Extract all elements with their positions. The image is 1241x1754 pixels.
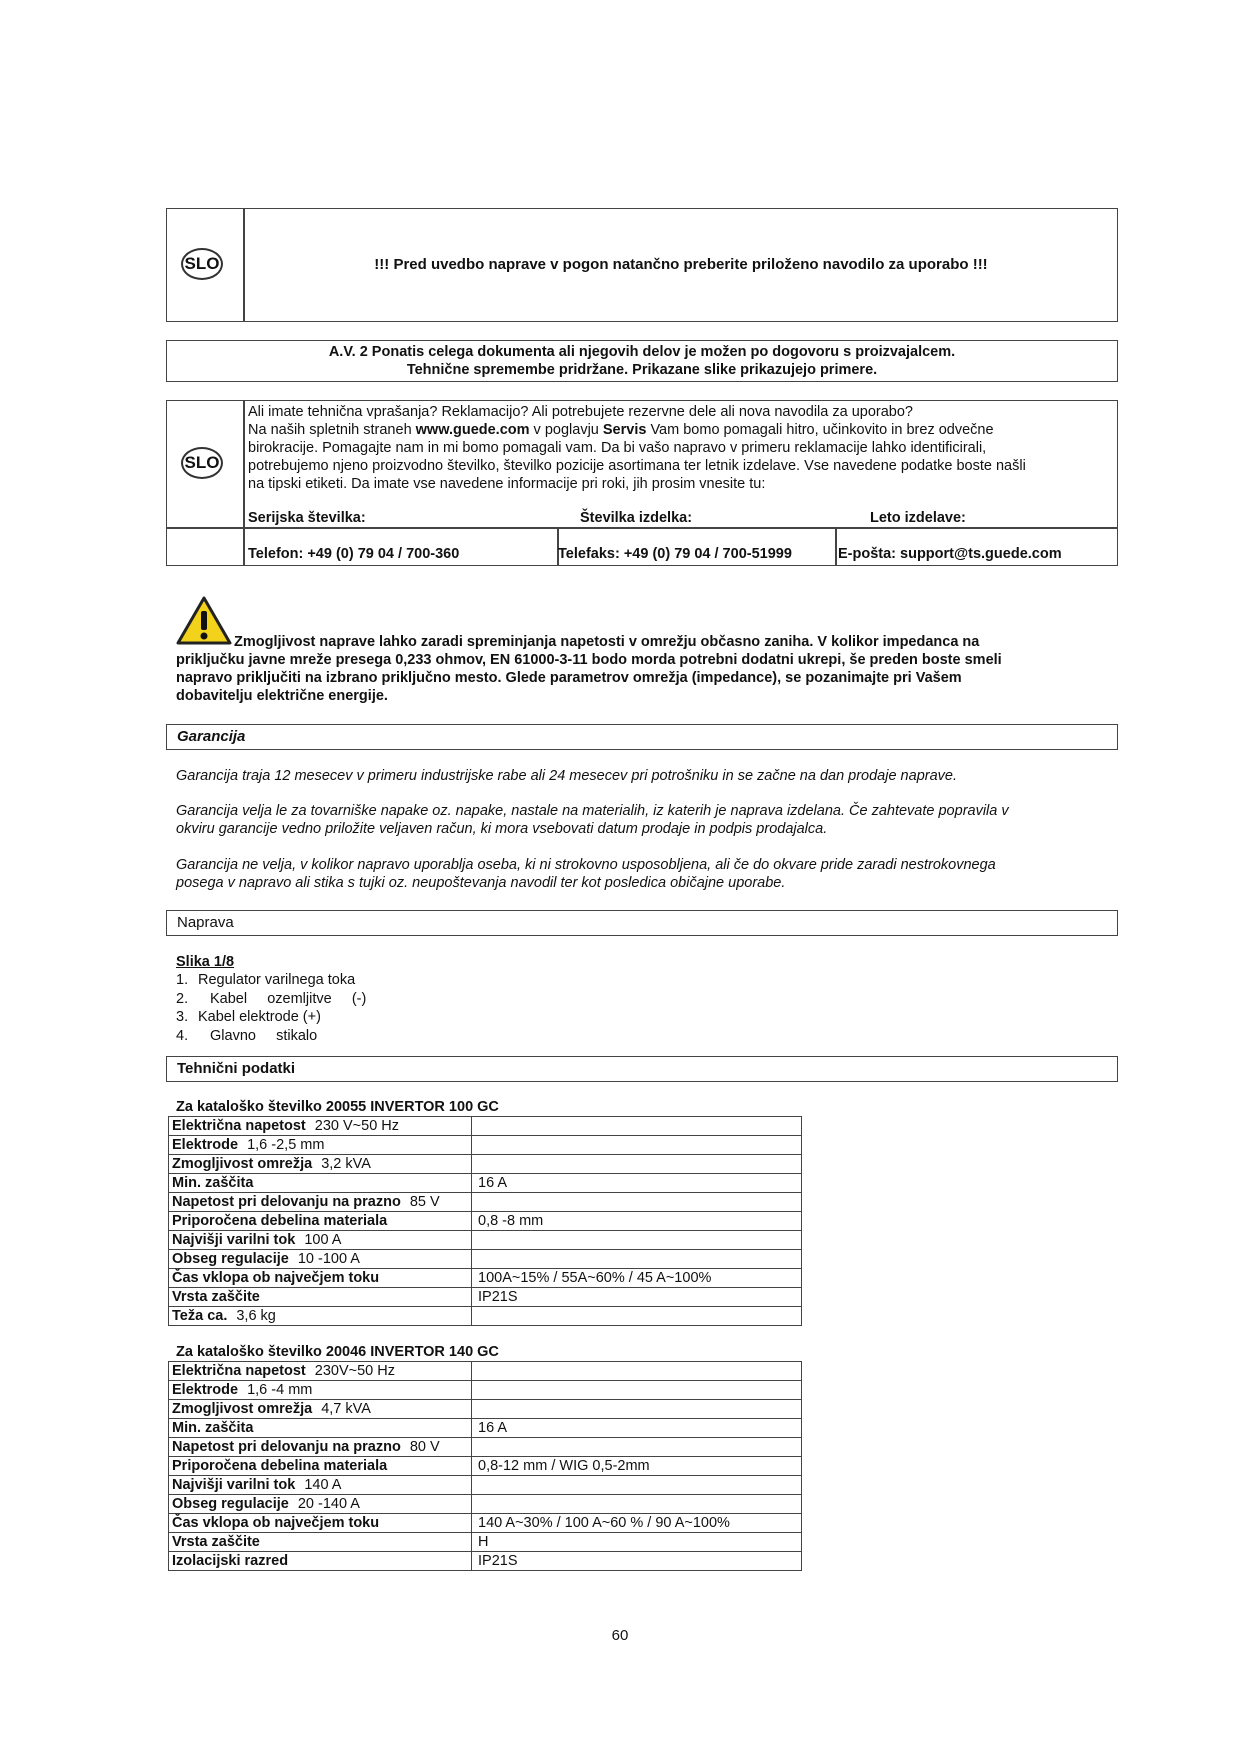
spec-label-cell — [169, 1457, 472, 1476]
copyright-line-1: A.V. 2 Ponatis celega dokumenta ali njegovih delov je možen po dogovoru s proizvajalcem. — [328, 344, 956, 360]
list-item-text: Glavno stikalo — [210, 1028, 318, 1044]
email-contact[interactable]: E-pošta: support@ts.guede.com — [838, 546, 1062, 562]
spec-label: Čas vklopa ob največjem toku — [172, 1514, 380, 1531]
list-item-text: Regulator varilnega toka — [198, 972, 356, 988]
list-item-text: Kabel elektrode (+) — [198, 1009, 321, 1025]
table-row — [169, 1533, 802, 1552]
spec-inline-value: 80 V — [409, 1438, 440, 1455]
table-row — [169, 1193, 802, 1212]
spec-value-cell: 0,8 -8 mm — [472, 1212, 802, 1231]
table-row — [169, 1174, 802, 1193]
spec-label: Vrsta zaščite — [172, 1288, 260, 1305]
table-row — [169, 1212, 802, 1231]
spec-label-cell — [169, 1514, 472, 1533]
table-row — [169, 1438, 802, 1457]
spec-inline-value: 1,6 -2,5 mm — [247, 1136, 325, 1153]
spec-label: Električna napetost — [172, 1117, 306, 1134]
table-row — [169, 1250, 802, 1269]
spec-label: Električna napetost — [172, 1362, 306, 1379]
spec-label-cell — [169, 1381, 472, 1400]
spec-label-cell — [169, 1231, 472, 1250]
spec-value-cell — [472, 1438, 802, 1457]
spec-value-cell: 140 A~30% / 100 A~60 % / 90 A~100% — [472, 1514, 802, 1533]
serial-number-label: Serijska številka: — [248, 510, 366, 526]
spec-label-cell — [169, 1307, 472, 1326]
section-heading-tehnicni-podatki: Tehnični podatki — [166, 1056, 1118, 1082]
spec-label: Najvišji varilni tok — [172, 1476, 296, 1493]
spec-value-cell — [472, 1381, 802, 1400]
service-servis-link[interactable]: Servis — [602, 422, 647, 438]
table-row — [169, 1400, 802, 1419]
spec-inline-value: 1,6 -4 mm — [247, 1381, 313, 1398]
list-item-number: 4. — [176, 1028, 189, 1044]
spec-value-cell — [472, 1250, 802, 1269]
spec-label: Min. zaščita — [172, 1419, 254, 1436]
phone-contact: Telefon: +49 (0) 79 04 / 700-360 — [248, 546, 460, 562]
table-row — [169, 1117, 802, 1136]
spec-value-cell — [472, 1400, 802, 1419]
service-text-line-5: na tipski etiketi. Da imate vse navedene informacije pri roki, jih prosim vnesite tu: — [248, 476, 766, 492]
service-text-pre: Na naših spletnih straneh — [248, 422, 416, 438]
spec-label: Obseg regulacije — [172, 1495, 289, 1512]
service-text-line-1: Ali imate tehnična vprašanja? Reklamacijo? Ali potrebujete rezervne dele ali nova navodila za uporabo? — [248, 404, 913, 420]
spec-label: Min. zaščita — [172, 1174, 254, 1191]
spec-label: Čas vklopa ob največjem toku — [172, 1269, 380, 1286]
service-text-post: Vam bomo pomagali hitro, učinkovito in brez odvečne — [646, 422, 994, 438]
list-item — [176, 1008, 366, 1026]
spec-value-cell: IP21S — [472, 1288, 802, 1307]
year-label: Leto izdelave: — [870, 510, 966, 526]
garancija-paragraph-2-line-1: Garancija velja le za tovarniške napake oz. napake, nastale na materialih, iz katerih je naprava izdelana. Če zahtevate popravila v — [176, 803, 1009, 819]
garancija-paragraph-2 — [176, 802, 1009, 838]
spec-inline-value: 3,2 kVA — [321, 1155, 371, 1172]
table-2-title: Za kataloško številko 20046 INVERTOR 140 GC — [176, 1344, 499, 1360]
table-row — [169, 1307, 802, 1326]
table-row — [169, 1362, 802, 1381]
table-row — [169, 1288, 802, 1307]
table-row — [169, 1381, 802, 1400]
spec-label-cell — [169, 1419, 472, 1438]
garancija-paragraph-1: Garancija traja 12 mesecev v primeru industrijske rabe ali 24 mesecev pri potrošniku in se začne na dan prodaje naprave. — [176, 768, 957, 784]
list-item-number: 1. — [176, 972, 189, 988]
spec-label-cell — [169, 1495, 472, 1514]
spec-inline-value: 140 A — [304, 1476, 342, 1493]
spec-label: Elektrode — [172, 1136, 239, 1153]
spec-value-cell — [472, 1231, 802, 1250]
spec-label: Najvišji varilni tok — [172, 1231, 296, 1248]
spec-value-cell: 100A~15% / 55A~60% / 45 A~100% — [472, 1269, 802, 1288]
table-row — [169, 1231, 802, 1250]
spec-label-cell — [169, 1269, 472, 1288]
spec-value-cell — [472, 1307, 802, 1326]
warning-text — [176, 633, 1116, 705]
spec-label-cell — [169, 1136, 472, 1155]
slo-country-badge: SLO — [181, 248, 223, 280]
table-row — [169, 1514, 802, 1533]
spec-label: Teža ca. — [172, 1307, 228, 1324]
table-row — [169, 1419, 802, 1438]
spec-value-cell — [472, 1362, 802, 1381]
spec-label-cell — [169, 1362, 472, 1381]
list-item-number: 2. — [176, 991, 189, 1007]
spec-inline-value: 230V~50 Hz — [314, 1362, 395, 1379]
spec-inline-value: 3,6 kg — [236, 1307, 276, 1324]
table-row — [169, 1495, 802, 1514]
spec-label-cell — [169, 1155, 472, 1174]
spec-table-invertor-100 — [168, 1116, 802, 1326]
slo-country-badge-2: SLO — [181, 447, 223, 479]
spec-label-cell — [169, 1212, 472, 1231]
service-text-line-3: birokracije. Pomagajte nam in mi bomo pomagali vam. Da bi vašo napravo v primeru reklamacije lahko identificirali, — [248, 440, 987, 456]
garancija-paragraph-2-line-2: okviru garancije vedno priložite veljaven račun, ki mora vsebovati datum prodaje in podpis prodajalca. — [176, 821, 828, 837]
table-1-title: Za kataloško številko 20055 INVERTOR 100 GC — [176, 1099, 499, 1115]
spec-label: Priporočena debelina materiala — [172, 1212, 388, 1229]
spec-label: Izolacijski razred — [172, 1552, 289, 1569]
spec-label-cell — [169, 1476, 472, 1495]
spec-inline-value: 4,7 kVA — [321, 1400, 371, 1417]
spec-label: Priporočena debelina materiala — [172, 1457, 388, 1474]
spec-label: Napetost pri delovanju na prazno — [172, 1438, 401, 1455]
service-text-line-4: potrebujemo njeno proizvodno številko, številko pozicije asortimana ter letnik izdelave. Vse navedene podatke boste našli — [248, 458, 1026, 474]
spec-label: Obseg regulacije — [172, 1250, 289, 1267]
spec-value-cell — [472, 1117, 802, 1136]
parts-list — [176, 971, 366, 1045]
warning-line-3: napravo priključiti na izbrano priključno mesto. Glede parametrov omrežja (impedance), se pozanimajte pri Vašem — [176, 670, 962, 686]
list-item — [176, 971, 366, 989]
section-heading-garancija: Garancija — [166, 724, 1118, 750]
spec-label-cell — [169, 1438, 472, 1457]
spec-label-cell — [169, 1174, 472, 1193]
table-row — [169, 1269, 802, 1288]
spec-label-cell — [169, 1250, 472, 1269]
service-text-mid: v poglavju — [529, 422, 603, 438]
spec-label: Vrsta zaščite — [172, 1533, 260, 1550]
spec-value-cell — [472, 1495, 802, 1514]
list-item-text: Kabel ozemljitve (-) — [210, 991, 367, 1007]
warning-line-1: Zmogljivost naprave lahko zaradi spreminjanja napetosti v omrežju občasno zaniha. V kolikor impedanca na — [234, 634, 980, 650]
fax-contact: Telefaks: +49 (0) 79 04 / 700-51999 — [558, 546, 792, 562]
service-row-divider — [167, 527, 1117, 529]
table-row — [169, 1155, 802, 1174]
spec-value-cell: IP21S — [472, 1552, 802, 1571]
list-item — [176, 990, 366, 1008]
list-item-number: 3. — [176, 1009, 189, 1025]
page-number: 60 — [611, 1627, 629, 1644]
spec-label: Elektrode — [172, 1381, 239, 1398]
read-manual-warning: !!! Pred uvedbo naprave v pogon natančno preberite priloženo navodilo za uporabo !!! — [374, 256, 988, 273]
service-text — [248, 403, 1116, 493]
warning-line-2: priključku javne mreže presega 0,233 ohmov, EN 61000-3-11 bodo morda potrebni dodatni ukrepi, še preden boste smeli — [176, 652, 1002, 668]
table-row — [169, 1457, 802, 1476]
copyright-line-2: Tehnične spremembe pridržane. Prikazane slike prikazujejo primere. — [406, 362, 878, 378]
spec-value-cell — [472, 1193, 802, 1212]
spec-inline-value: 85 V — [409, 1193, 440, 1210]
spec-label-cell — [169, 1288, 472, 1307]
table-row — [169, 1476, 802, 1495]
spec-value-cell: 16 A — [472, 1174, 802, 1193]
spec-inline-value: 10 -100 A — [297, 1250, 360, 1267]
spec-label: Napetost pri delovanju na prazno — [172, 1193, 401, 1210]
spec-value-cell — [472, 1155, 802, 1174]
garancija-paragraph-3-line-2: posega v napravo ali stika s tujki oz. neupoštevanja navodil ter kot posledica običajne uporabe. — [176, 875, 786, 891]
service-website-link[interactable]: www.guede.com — [415, 422, 530, 438]
spec-value-cell: 16 A — [472, 1419, 802, 1438]
service-left-divider — [243, 401, 245, 565]
spec-label-cell — [169, 1400, 472, 1419]
spec-label-cell — [169, 1552, 472, 1571]
spec-inline-value: 230 V~50 Hz — [314, 1117, 400, 1134]
spec-value-cell: H — [472, 1533, 802, 1552]
spec-label-cell — [169, 1533, 472, 1552]
garancija-paragraph-3 — [176, 856, 996, 892]
spec-inline-value: 100 A — [304, 1231, 342, 1248]
spec-value-cell — [472, 1136, 802, 1155]
spec-table-invertor-140 — [168, 1361, 802, 1571]
spec-label: Zmogljivost omrežja — [172, 1400, 313, 1417]
spec-label: Zmogljivost omrežja — [172, 1155, 313, 1172]
spec-value-cell: 0,8-12 mm / WIG 0,5-2mm — [472, 1457, 802, 1476]
item-number-label: Številka izdelka: — [580, 510, 693, 526]
garancija-paragraph-3-line-1: Garancija ne velja, v kolikor napravo uporablja oseba, ki ni strokovno usposobljena, ali če do okvare pride zaradi nestrokovnega — [176, 857, 996, 873]
list-item — [176, 1027, 366, 1045]
spec-label-cell — [169, 1193, 472, 1212]
table-row — [169, 1136, 802, 1155]
figure-reference: Slika 1/8 — [176, 954, 235, 970]
spec-inline-value: 20 -140 A — [297, 1495, 360, 1512]
warning-line-4: dobavitelju električne energije. — [176, 688, 388, 704]
spec-label-cell — [169, 1117, 472, 1136]
spec-value-cell — [472, 1476, 802, 1495]
service-col-divider-2 — [835, 527, 837, 565]
section-heading-naprava: Naprava — [166, 910, 1118, 936]
table-row — [169, 1552, 802, 1571]
service-text-line-2 — [248, 421, 1116, 439]
